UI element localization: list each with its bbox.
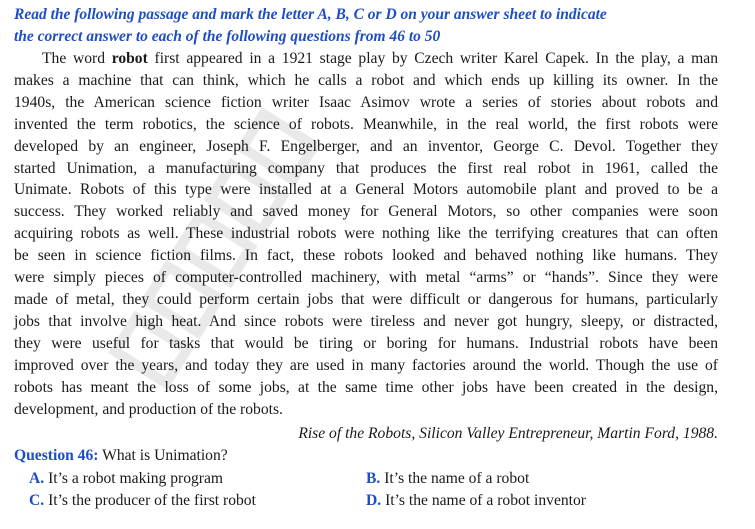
passage-line: 1940s, the American science fiction writer Isaac Asimov wrote a series of stories about robots and <box>14 93 718 111</box>
passage-text: The word <box>42 50 112 67</box>
passage-line: development, and production of the robots. <box>14 400 283 418</box>
passage-line: were simply pieces of computer-controlled machinery, with metal “arms” or “hands”. Since they were <box>14 269 718 287</box>
reading-passage <box>14 48 718 420</box>
passage-line: makes a machine that can think, which he calls a robot and which ends up killing its owner. In the <box>14 71 718 89</box>
source-citation: Rise of the Robots, Silicon Valley Entrepreneur, Martin Ford, 1988. <box>298 425 718 442</box>
passage-line: they were useful for tasks that would be tiring or boring for humans. Industrial robots have been <box>14 334 718 352</box>
option-text: It’s the producer of the first robot <box>44 492 256 509</box>
question-number: Question 46: <box>14 447 99 464</box>
passage-line: Unimate. Robots of this type were installed at a General Motors automobile plant and proved to be a <box>14 181 718 199</box>
instructions <box>14 4 749 48</box>
passage-line: jobs that involve high heat. And since robots were tireless and never got hungry, sleepy, or distracted, <box>14 312 718 330</box>
option-letter: A. <box>29 470 45 487</box>
passage-line: started Unimation, a manufacturing company that produces the first real robot in 1961, called the <box>14 159 718 177</box>
instruction-line: Read the following passage and mark the letter A, B, C or D on your answer sheet to indicate <box>14 6 607 23</box>
passage-line: made of metal, they could perform certain jobs that were difficult or dangerous for humans, particularly <box>14 290 718 308</box>
passage-line: be seen in science fiction films. In fact, these robots looked and behaved nothing like humans. They <box>14 247 718 265</box>
passage-text: first appeared in a 1921 stage play by Czech writer Karel Capek. In the play, a man <box>147 50 718 67</box>
question-46 <box>14 447 228 465</box>
option-letter: D. <box>366 492 382 509</box>
keyword-robot: robot <box>111 50 148 67</box>
option-text: It’s the name of a robot <box>380 470 530 487</box>
passage-line: acquiring robots as well. These industrial robots were nothing like the terrifying creatures that can often <box>14 225 718 243</box>
question-text: What is Unimation? <box>98 447 228 464</box>
passage-line <box>14 48 718 70</box>
passage-line: robots has meant the loss of some jobs, at the same time other jobs have been created in the design, <box>14 378 718 396</box>
option-b[interactable] <box>366 470 529 488</box>
option-text: It’s a robot making program <box>44 470 224 487</box>
passage-line: success. They worked reliably and saved money for General Motors, so other companies were soon <box>14 203 718 221</box>
option-letter: C. <box>29 492 45 509</box>
option-d[interactable] <box>366 492 586 510</box>
passage-line: invented the term robotics, the science of robots. Meanwhile, in the real world, the first robots were <box>14 115 718 133</box>
passage-line: improved over the years, and today they are used in many factories around the world. Though the use of <box>14 356 718 374</box>
passage-line: developed by an engineer, Joseph F. Engelberger, and an inventor, George C. Devol. Together they <box>14 137 718 155</box>
option-text: It’s the name of a robot inventor <box>381 492 586 509</box>
option-a[interactable] <box>29 470 223 488</box>
option-c[interactable] <box>29 492 256 510</box>
option-letter: B. <box>366 470 381 487</box>
instruction-line: the correct answer to each of the following questions from 46 to 50 <box>14 28 441 45</box>
